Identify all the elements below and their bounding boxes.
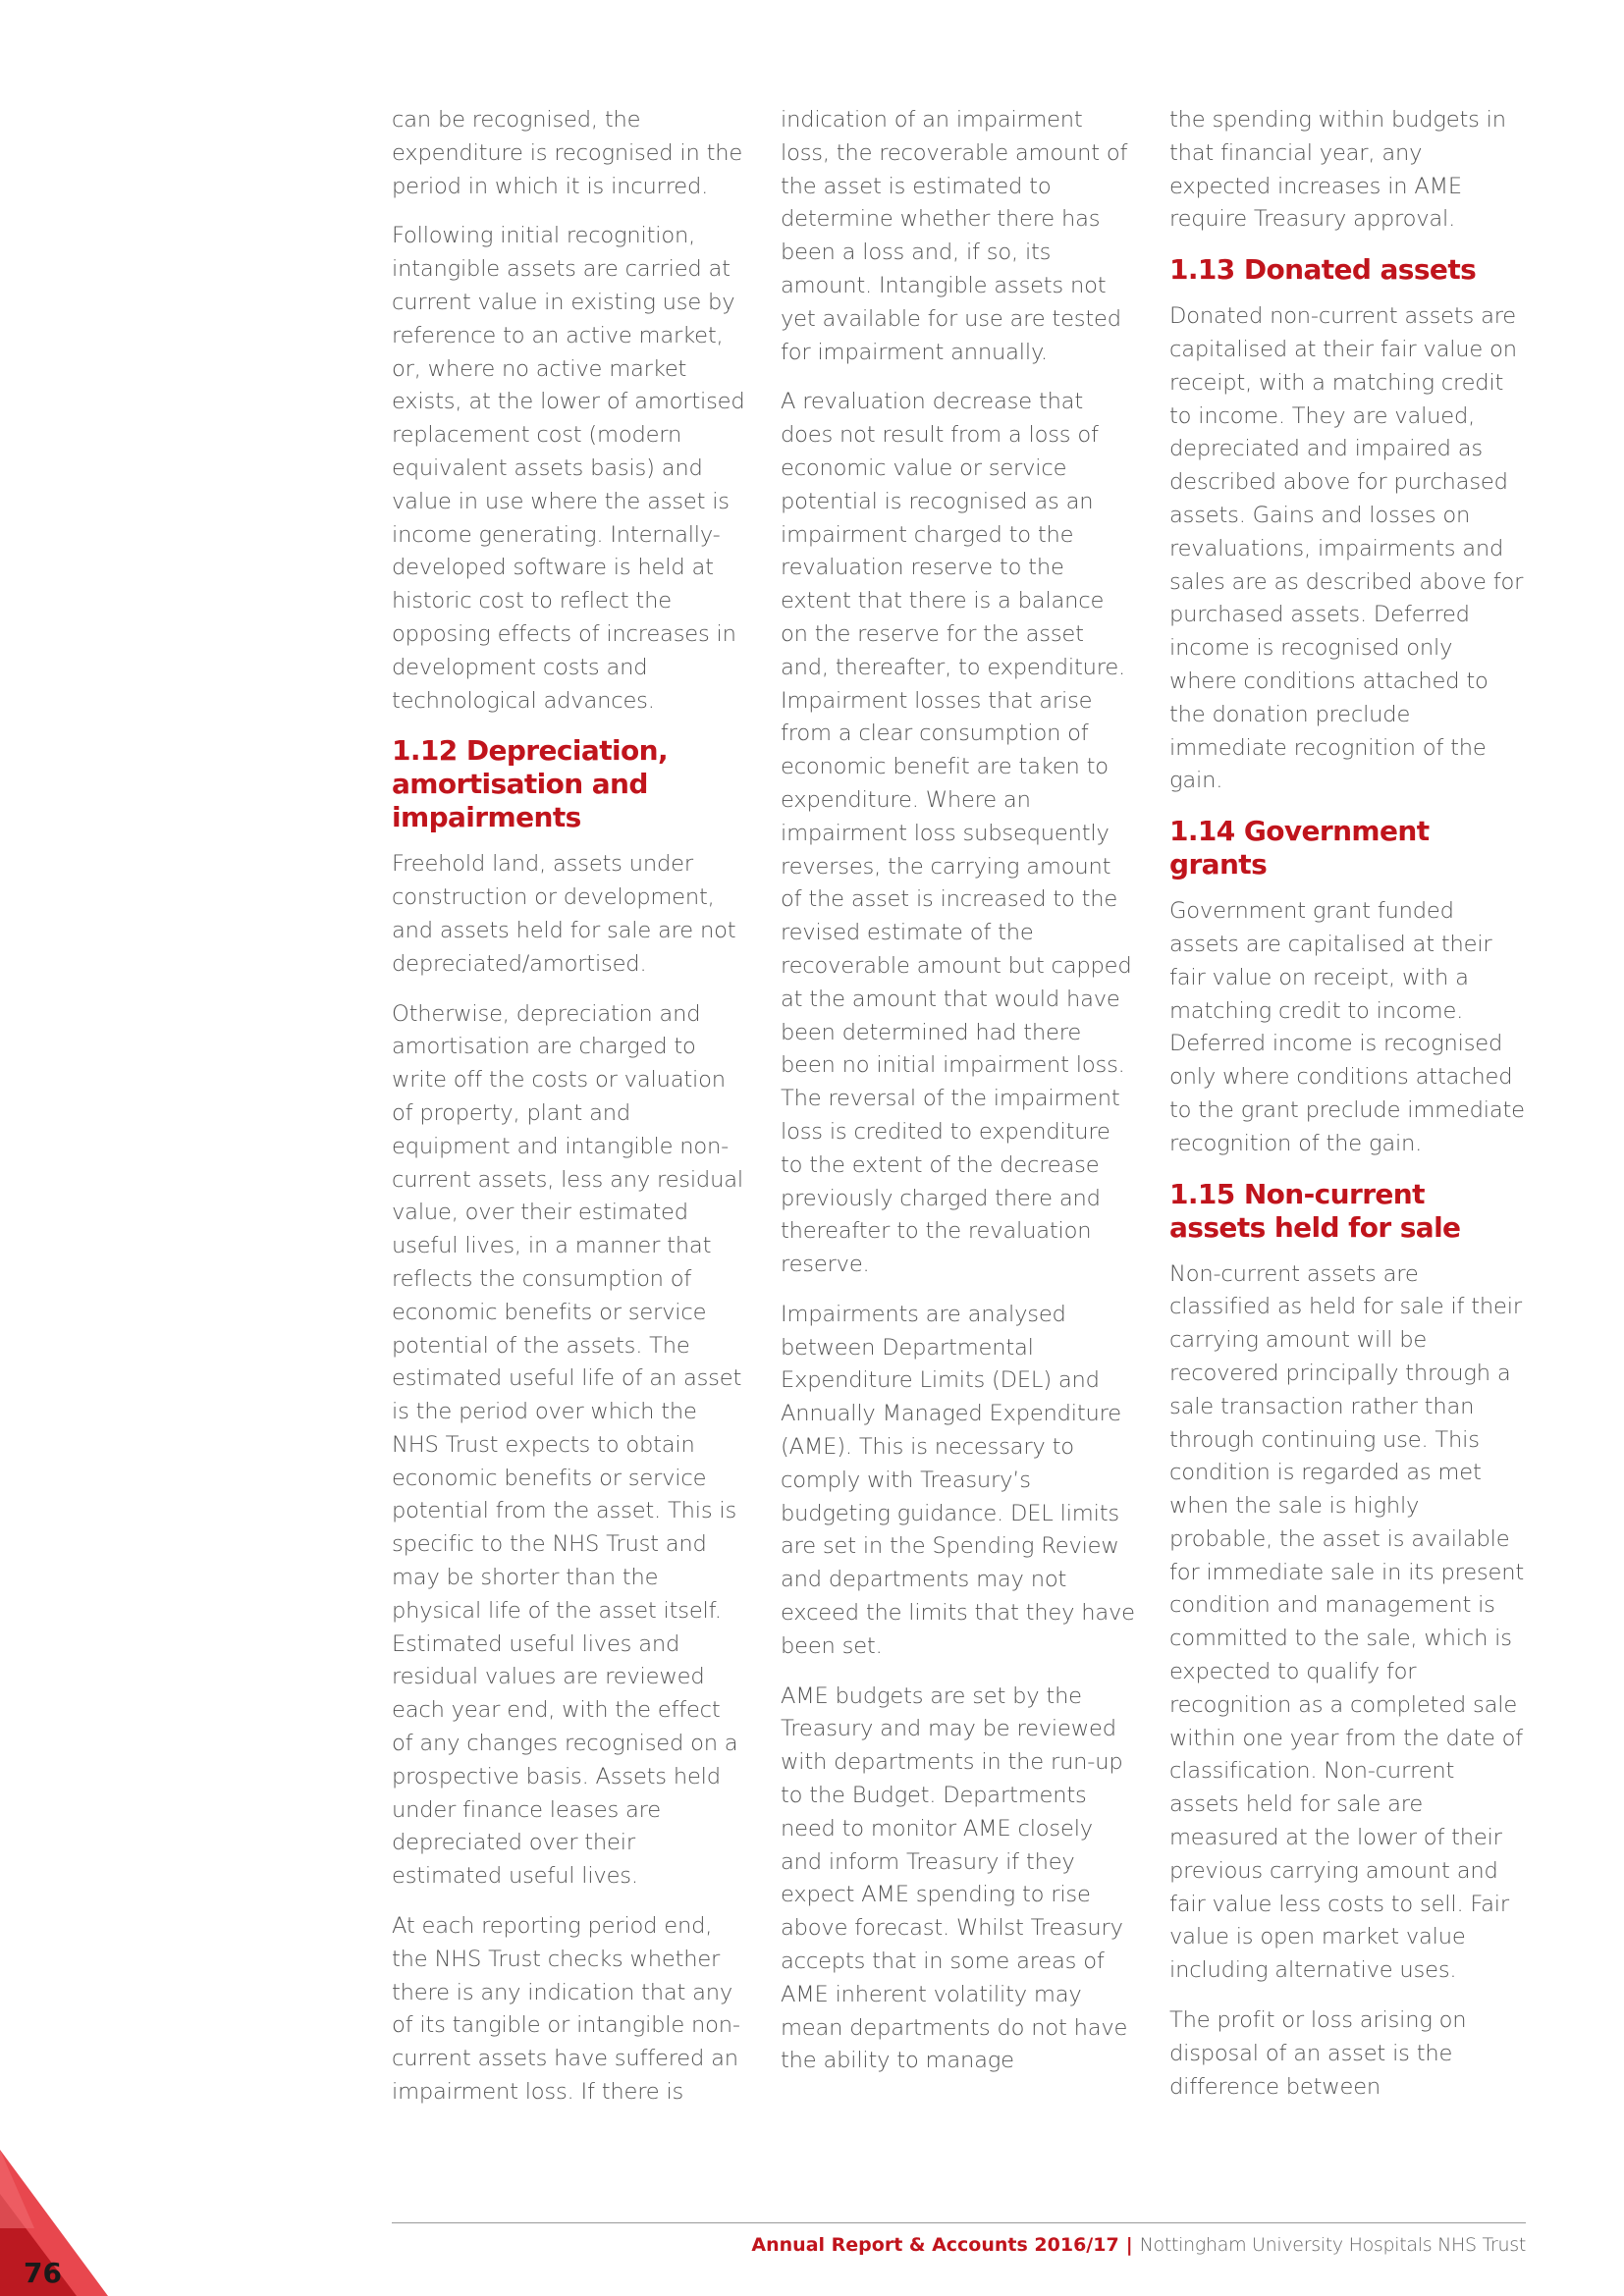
- text-column-1: [392, 104, 747, 2126]
- section-heading-1-14: 1.14 Government grants: [1169, 815, 1430, 881]
- paragraph: AME budgets are set by the Treasury and may be reviewed with departments in the run-up to the Budget. Departments need to monitor AME closely and inform Treasury if they expect AME spending to rise above forecast. Whilst Treasury accepts that in some areas of AME inherent volatility may mean departments do not have the ability to manage: [781, 1682, 1128, 2074]
- text-column-2: [781, 104, 1136, 2095]
- section-heading-1-13: 1.13 Donated assets: [1169, 253, 1477, 287]
- section-heading-1-15: 1.15 Non-current assets held for sale: [1169, 1177, 1461, 1244]
- page-footer: [751, 2234, 1526, 2256]
- paragraph: Non-current assets are classified as held for sale if their carrying amount will be recovered principally through a sale transaction rather than through continuing use. This condition is regarded as met when the sale is highly probable, the asset is available for immediate sale in its present condition and management is committed to the sale, which is expected to qualify for recognition as a completed sale within one year from the date of classification. Non-current assets held for sale are measured at the lower of their previous carrying amount and fair value less costs to sell. Fair value is open market value including alternative uses.: [1169, 1260, 1524, 1984]
- paragraph: the spending within budgets in that financial year, any expected increases in AME require Treasury approval.: [1169, 107, 1506, 233]
- paragraph: The profit or loss arising on disposal of an asset is the difference between: [1169, 2007, 1467, 2100]
- footer-separator: |: [1125, 2234, 1133, 2256]
- paragraph: Impairments are analysed between Departmental Expenditure Limits (DEL) and Annually Managed Expenditure (AME). This is necessary to comply with Treasury’s budgeting guidance. DEL limits are set in the Spending Review and departments may not exceed the limits that they have been set.: [781, 1301, 1135, 1659]
- paragraph: At each reporting period end, the NHS Trust checks whether there is any indication that any of its tangible or intangible non-current assets have suffered an impairment loss. If there is: [392, 1913, 740, 2106]
- paragraph: Following initial recognition, intangible assets are carried at current value in existing use by reference to an active market, or, where no active market exists, at the lower of amortised replacement cost (modern equivalent assets basis) and value in use where the asset is income generating. Internally-developed software is held at historic cost to reflect the opposing effects of increases in development costs and technological advances.: [392, 223, 745, 714]
- page-number: 76: [24, 2257, 62, 2289]
- footer-trust-name: Nottingham University Hospitals NHS Trust: [1139, 2234, 1526, 2256]
- footer-report-title: Annual Report & Accounts 2016/17: [751, 2234, 1119, 2256]
- paragraph: A revaluation decrease that does not result from a loss of economic value or service potential is recognised as an impairment charged to the revaluation reserve to the extent that there is a balance on the reserve for the asset and, thereafter, to expenditure. Impairment losses that arise from a clear consumption of economic benefit are taken to expenditure. Where an impairment loss subsequently reverses, the carrying amount of the asset is increased to the revised estimate of the recoverable amount but capped at the amount that would have been determined had there been no initial impairment loss. The reversal of the impairment loss is credited to expenditure to the extent of the decrease previously charged there and thereafter to the revaluation reserve.: [781, 389, 1132, 1278]
- paragraph: Freehold land, assets under construction or development, and assets held for sale are not depreciated/amortised.: [392, 851, 736, 977]
- paragraph: Government grant funded assets are capitalised at their fair value on receipt, with a matching credit to income. Deferred income is recognised only where conditions attached to the grant preclude immediate recognition of the gain.: [1169, 898, 1525, 1156]
- paragraph: Otherwise, depreciation and amortisation are charged to write off the costs or valuation of property, plant and equipment and intangible non-current assets, less any residual value, over their estimated useful lives, in a manner that reflects the consumption of economic benefits or service potential of the assets. The estimated useful life of an asset is the period over which the NHS Trust expects to obtain economic benefits or service potential from the asset. This is specific to the NHS Trust and may be shorter than the physical life of the asset itself. Estimated useful lives and residual values are reviewed each year end, with the effect of any changes recognised on a prospective basis. Assets held under finance leases are depreciated over their estimated useful lives.: [392, 1000, 743, 1890]
- paragraph: Donated non-current assets are capitalised at their fair value on receipt, with a matching credit to income. They are valued, depreciated and impaired as described above for purchased assets. Gains and losses on revaluations, impairments and sales are as described above for purchased assets. Deferred income is recognised only where conditions attached to the donation preclude immediate recognition of the gain.: [1169, 303, 1524, 794]
- paragraph: indication of an impairment loss, the recoverable amount of the asset is estimated to determine whether there has been a loss and, if so, its amount. Intangible assets not yet available for use are tested for impairment annually.: [781, 107, 1128, 365]
- section-heading-1-12: 1.12 Depreciation, amortisation and impairments: [392, 734, 668, 834]
- footer-divider: [392, 2222, 1526, 2223]
- text-column-3: [1169, 104, 1525, 2120]
- paragraph: can be recognised, the expenditure is recognised in the period in which it is incurred.: [392, 107, 743, 199]
- corner-triangle-shade: [0, 2150, 34, 2228]
